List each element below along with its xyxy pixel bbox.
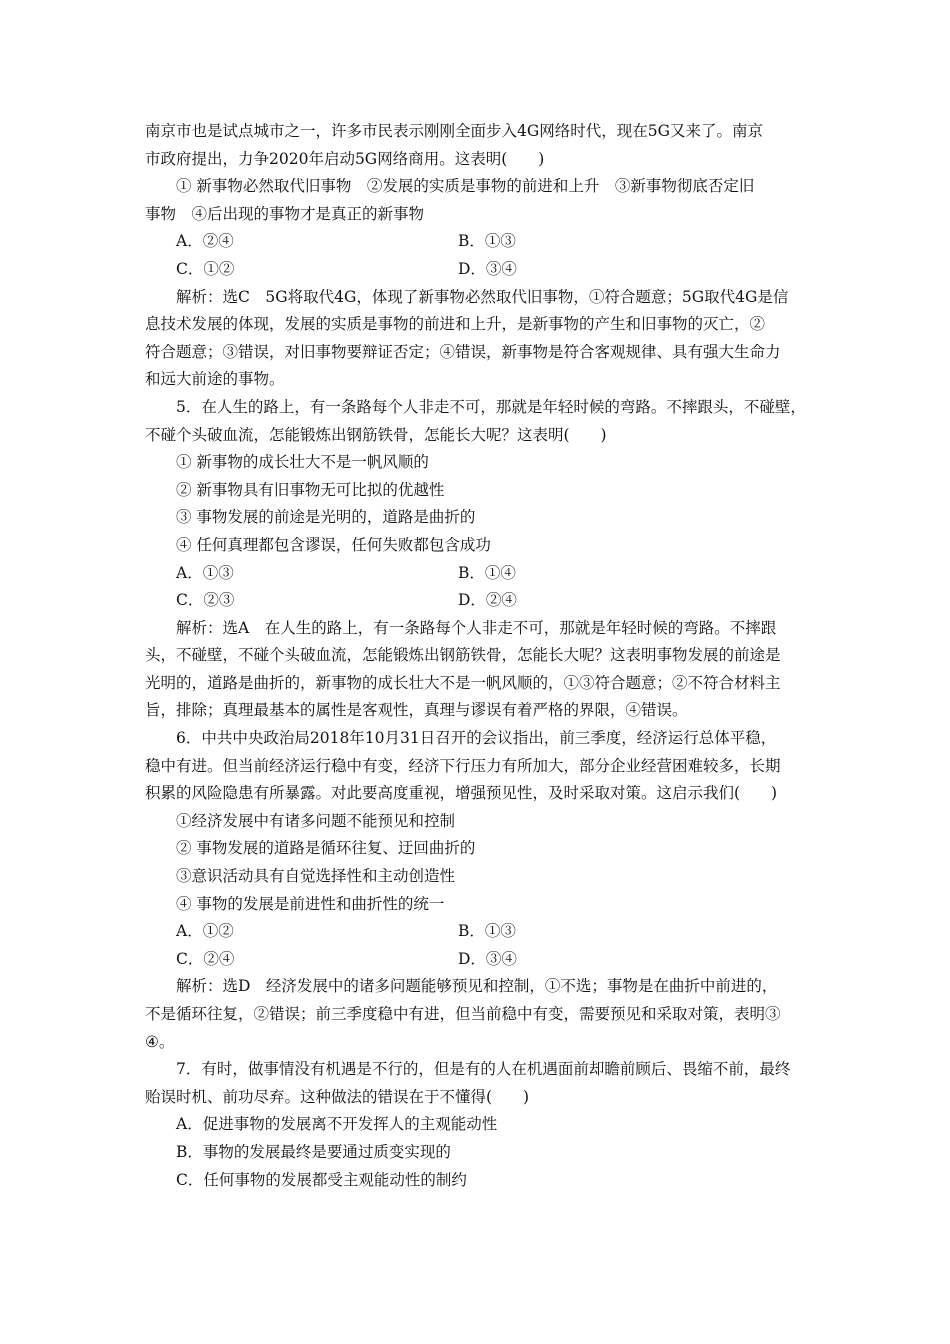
q4-option-a: A．②④ [176, 232, 234, 251]
q4-analysis-line-3: 符合题意；③错误，对旧事物要辩证否定；④错误，新事物是符合客观规律、具有强大生命力 [145, 342, 781, 361]
q5-analysis-line-4: 旨，排除；真理最基本的属性是客观性，真理与谬误有着严格的界限，④错误。 [145, 701, 688, 720]
q6-analysis-line-1: 解析：选D 经济发展中的诸多问题能够预见和控制，①不选；事物是在曲折中前进的， [176, 977, 778, 996]
q4-analysis-line-1: 解析：选C 5G将取代4G，体现了新事物必然取代旧事物，①符合题意；5G取代4G是信 [176, 287, 789, 306]
q7-stem-line-2: 贻误时机、前功尽弃。这种做法的错误在于不懂得( ) [145, 1087, 530, 1106]
q7-option-b: B．事物的发展最终是要通过质变实现的 [176, 1142, 451, 1161]
q6-statement-1: ①经济发展中有诸多问题不能预见和控制 [176, 811, 456, 830]
q6-stem-line-3: 积累的风险隐患有所暴露。对此要高度重视，增强预见性，及时采取对策。这启示我们( ) [145, 784, 778, 803]
q5-statement-2: ② 新事物具有旧事物无可比拟的优越性 [176, 480, 445, 499]
q5-stem-line-1: 5．在人生的路上，有一条路每个人非走不可，那就是年轻时候的弯路。不摔跟头，不碰壁， [176, 397, 806, 416]
q5-stem-line-2: 不碰个头破血流，怎能锻炼出钢筋铁骨，怎能长大呢？这表明( ) [145, 425, 607, 444]
q5-analysis-line-1: 解析：选A 在人生的路上，有一条路每个人非走不可，那就是年轻时候的弯路。不摔跟 [176, 618, 777, 637]
q4-analysis-line-4: 和远大前途的事物。 [145, 370, 285, 389]
q5-statement-1: ① 新事物的成长壮大不是一帆风顺的 [176, 453, 429, 472]
q7-option-c: C．任何事物的发展都受主观能动性的制约 [176, 1170, 467, 1189]
q5-option-c: C．②③ [176, 591, 235, 610]
q6-stem-line-2: 稳中有进。但当前经济运行稳中有变，经济下行压力有所加大，部分企业经营困难较多，长期 [145, 756, 781, 775]
q6-stem-line-1: 6．中共中央政治局2018年10月31日召开的会议指出，前三季度，经济运行总体平稳， [176, 729, 777, 748]
q6-options-row-2 [145, 946, 817, 974]
q5-analysis-line-3: 光明的，道路是曲折的，新事物的成长壮大不是一帆风顺的，①③符合题意；②不符合材料主 [145, 673, 781, 692]
document-page [145, 118, 817, 1194]
q4-analysis-line-2: 息技术发展的体现，发展的实质是事物的前进和上升，是新事物的产生和旧事物的灭亡，② [145, 315, 766, 334]
q4-stem-line-1: 南京市也是试点城市之一，许多市民表示刚刚全面步入4G网络时代，现在5G又来了。南京 [145, 122, 763, 140]
q6-analysis-line-2: 不是循环往复，②错误；前三季度稳中有进，但当前稳中有变，需要预见和采取对策，表明③ [145, 1005, 781, 1023]
q7-option-a: A．促进事物的发展离不开发挥人的主观能动性 [176, 1115, 498, 1134]
q4-options-row-2 [145, 256, 817, 284]
q5-options-row-2 [145, 587, 817, 615]
q4-statement-line-1: ① 新事物必然取代旧事物 ②发展的实质是事物的前进和上升 ③新事物彻底否定旧 [176, 177, 755, 196]
q6-option-d: D．③④ [458, 949, 517, 968]
q6-analysis-line-3: ④。 [145, 1032, 175, 1051]
q6-options-row-1 [145, 918, 817, 946]
q5-statement-4: ④ 任何真理都包含谬误，任何失败都包含成功 [176, 535, 491, 554]
q6-statement-2: ② 事物发展的道路是循环往复、迂回曲折的 [176, 839, 476, 858]
q5-analysis-line-2: 头，不碰壁，不碰个头破血流，怎能锻炼出钢筋铁骨，怎能长大呢？这表明事物发展的前途是 [145, 646, 781, 665]
q4-options-row-1 [145, 228, 817, 256]
q5-option-d: D．②④ [458, 591, 517, 610]
q5-options-row-1 [145, 560, 817, 588]
q5-statement-3: ③ 事物发展的前途是光明的，道路是曲折的 [176, 508, 476, 527]
q6-statement-4: ④ 事物的发展是前进性和曲折性的统一 [176, 894, 445, 913]
q5-option-a: A．①③ [176, 563, 234, 582]
q4-option-c: C．①② [176, 259, 235, 278]
q6-statement-3: ③意识活动具有自觉选择性和主动创造性 [176, 867, 456, 886]
q4-statement-line-2: 事物 ④后出现的事物才是真正的新事物 [145, 204, 425, 223]
q4-stem-line-2: 市政府提出，力争2020年启动5G网络商用。这表明( ) [145, 149, 545, 168]
q6-option-c: C．②④ [176, 949, 235, 968]
q4-option-b: B．①③ [458, 232, 516, 251]
q4-option-d: D．③④ [458, 259, 517, 278]
q6-option-a: A．①② [176, 922, 234, 941]
q5-option-b: B．①④ [458, 563, 516, 582]
q7-stem-line-1: 7．有时，做事情没有机遇是不行的，但是有的人在机遇面前却瞻前顾后、畏缩不前，最终 [176, 1060, 791, 1079]
q6-option-b: B．①③ [458, 922, 516, 941]
